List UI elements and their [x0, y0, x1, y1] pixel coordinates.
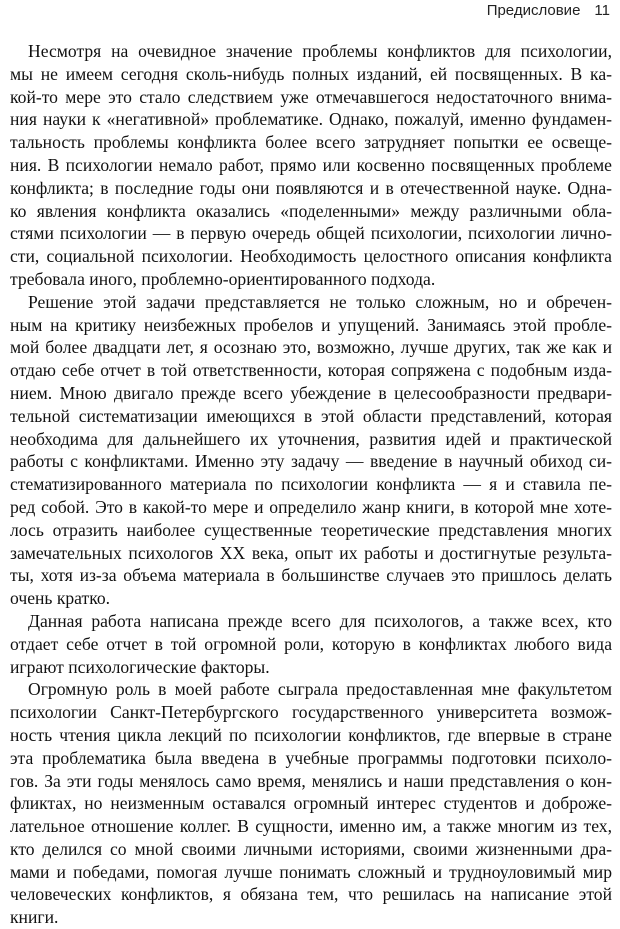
text-line: мами и победами, помогая лучше понимать сложный и трудноуловимый мир: [10, 861, 612, 882]
text-line: мы не имеем сегодня сколь-нибудь полных изданий, ей посвященных. В ка-: [10, 63, 612, 84]
text-line: ность чтения цикла лекций по психологии конфликтов, где впервые в стране: [10, 724, 612, 745]
text-line: гов. За эти годы менялось само время, менялись и наши представления о кон-: [10, 770, 612, 791]
text-line: человеческих конфликтов, я обязана тем, что решилась на написание этой: [10, 884, 612, 905]
text-line: отдает себе отчет в той огромной роли, которую в конфликтах любого вида: [10, 633, 612, 654]
text-line: лательное отношение коллег. В сущности, именно им, а также многим из тех,: [10, 816, 612, 837]
text-line: требовала иного, проблемно-ориентированного подхода.: [10, 268, 436, 289]
text-line: сти, социальной психологии. Необходимость целостного описания конфликта: [10, 246, 612, 267]
text-line: фликтах, но неизменным оставался огромный интерес студентов и доброже-: [10, 793, 612, 814]
text-line: мой более двадцати лет, я осознаю это, возможно, лучше других, так же как и: [10, 337, 612, 358]
text-line: играют психологические факторы.: [10, 656, 270, 677]
text-line: Огромную роль в моей работе сыграла предоставленная мне факультетом: [28, 679, 612, 700]
text-line: психологии Санкт-Петербургского государственного университета возмож-: [10, 702, 612, 723]
text-line: тальность проблемы конфликта более всего затрудняет попытки ее освеще-: [10, 132, 612, 153]
text-line: отдаю себе отчет в той ответственности, которая сопряжена с подобным изда-: [10, 360, 612, 381]
text-line: лось отразить наиболее существенные теоретические представления многих: [10, 519, 612, 540]
paragraph-4: [10, 678, 612, 929]
text-line: ко явления конфликта оказались «поделенными» между различными обла-: [10, 200, 612, 221]
running-header: [487, 2, 610, 19]
text-line: необходима для дальнейшего их уточнения, развития идей и практической: [10, 428, 612, 449]
text-line: тельной систематизации имеющихся в этой области представлений, которая: [10, 405, 612, 426]
text-line: эта проблематика была введена в учебные программы подготовки психоло-: [10, 747, 612, 768]
body-text: [10, 40, 612, 929]
text-line: работы с конфликтами. Именно эту задачу — введение в научный обиход си-: [10, 451, 612, 472]
text-line: Данная работа написана прежде всего для психологов, а также всех, кто: [28, 610, 612, 631]
text-line: ния науки к «негативной» проблематике. Однако, пожалуй, именно фундамен-: [10, 109, 612, 130]
text-line: конфликта; в последние годы они появляются и в отечественной науке. Одна-: [10, 177, 612, 198]
text-line: очень кратко.: [10, 588, 111, 609]
paragraph-2: [10, 291, 612, 610]
text-line: ния. В психологии немало работ, прямо или косвенно посвященных проблеме: [10, 154, 612, 175]
text-line: замечательных психологов XX века, опыт их работы и достигнутые результа-: [10, 542, 612, 563]
text-line: книги.: [10, 907, 59, 928]
text-line: Несмотря на очевидное значение проблемы конфликтов для психологии,: [28, 41, 612, 61]
text-line: Решение этой задачи представляется не только сложным, но и обречен-: [28, 291, 612, 312]
text-line: нием. Мною двигало прежде всего убеждение в целесообразности предвари-: [10, 382, 612, 403]
paragraph-3: [10, 610, 612, 678]
text-line: кой-то мере это стало следствием уже отмечавшегося недостаточного внима-: [10, 86, 612, 107]
text-line: кто делился со мной своими личными историями, своими жизненными дра-: [10, 838, 612, 859]
text-line: стями психологии — в первую очередь общей психологии, психологии лично-: [10, 223, 612, 244]
section-title: Предисловие: [486, 2, 581, 19]
text-line: ным на критику неизбежных пробелов и упущений. Занимаясь этой пробле-: [10, 314, 612, 335]
page-number: 11: [594, 2, 610, 19]
text-line: стематизированного материала по психологии конфликта — я и ставила пе-: [10, 474, 612, 495]
paragraph-1: [10, 40, 612, 291]
text-line: ред собой. Это в какой-то мере и определило жанр книги, в которой мне хоте-: [10, 496, 612, 517]
text-line: ты, хотя из-за объема материала в большинстве случаев это пришлось делать: [10, 565, 612, 586]
